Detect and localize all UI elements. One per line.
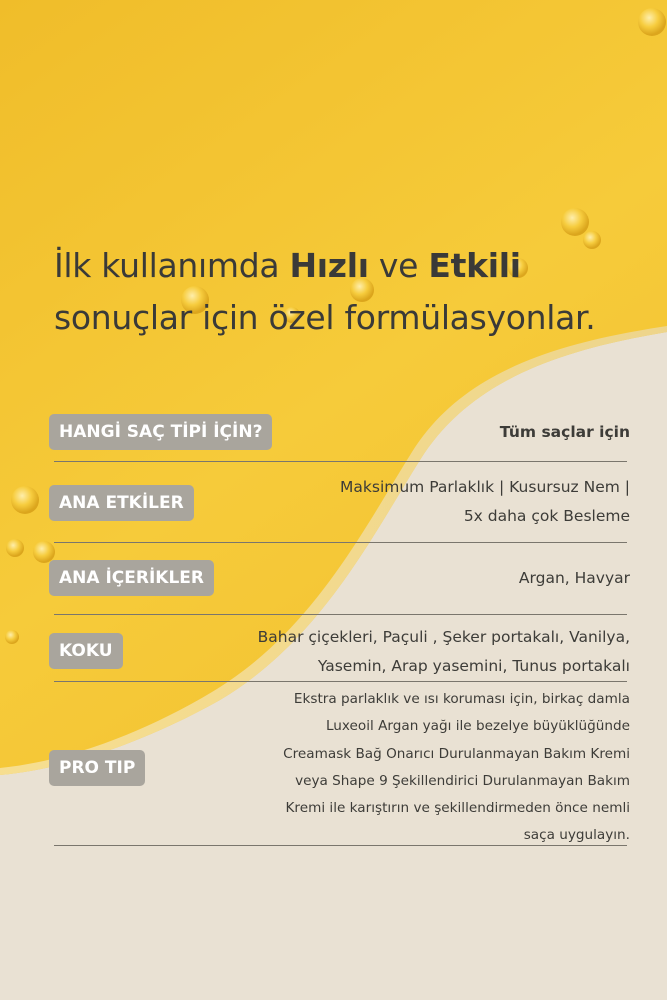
value-pro-tip: Ekstra parlaklık ve ısı koruması için, birkaç damla Luxeoil Argan yağı ile bezelye büyüklüğünde Creamask Bağ Onarıcı Durulanmayan Bakım Kremi veya Shape 9 Şekillendirici Durulanmayan Bakım Kremi ile karıştırın ve şekillendirmeden önce nemli saça uygulayın.: [283, 691, 630, 844]
headline-line-2: sonuçlar için özel formülasyonlar.: [54, 298, 596, 337]
divider: [54, 461, 627, 462]
label-pro-tip: PRO TIP: [49, 750, 145, 786]
label-hair-type: HANGİ SAÇ TİPİ İÇİN?: [49, 414, 272, 450]
headline-bold-fast: Hızlı: [289, 246, 369, 285]
label-main-ingredients: ANA İÇERİKLER: [49, 560, 214, 596]
value-hair-type: Tüm saçlar için: [499, 423, 630, 441]
divider: [54, 542, 627, 543]
headline-bold-effective: Etkili: [428, 246, 521, 285]
divider: [54, 845, 627, 846]
value-scent: Bahar çiçekleri, Paçuli , Şeker portakalı, Vanilya, Yasemin, Arap yasemini, Tunus portakalı: [257, 628, 630, 675]
label-main-effects: ANA ETKİLER: [49, 485, 194, 521]
value-main-effects: Maksimum Parlaklık | Kusursuz Nem | 5x daha çok Besleme: [340, 478, 630, 525]
headline-line-1: İlk kullanımda Hızlı ve Etkili: [54, 246, 521, 285]
divider: [54, 614, 627, 615]
headline: [54, 240, 654, 344]
label-scent: KOKU: [49, 633, 123, 669]
divider: [54, 681, 627, 682]
value-main-ingredients: Argan, Havyar: [518, 569, 630, 587]
